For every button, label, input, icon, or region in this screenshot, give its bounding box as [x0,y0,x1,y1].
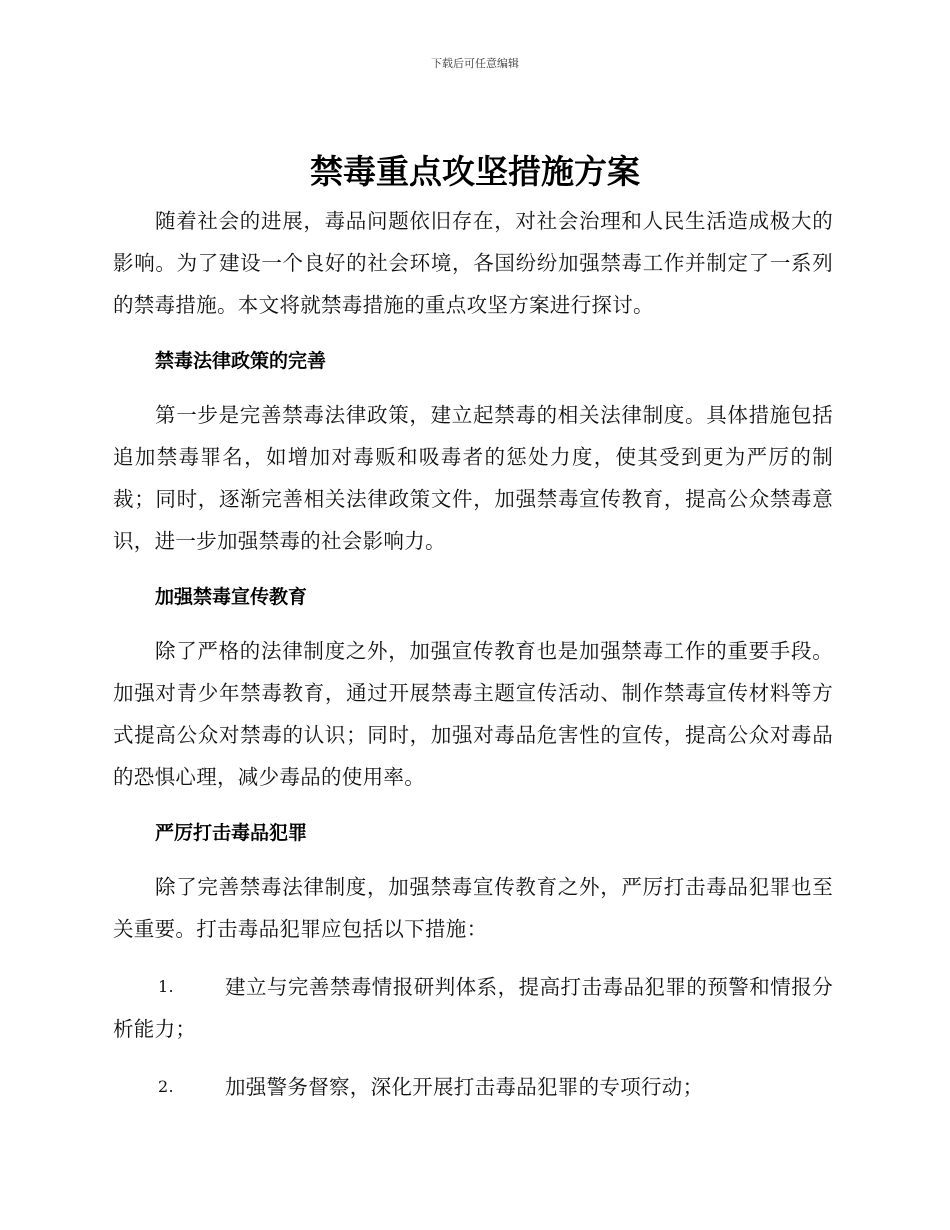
section-paragraph-education: 除了严格的法律制度之外，加强宣传教育也是加强禁毒工作的重要手段。加强对青少年禁毒教育，通过开展禁毒主题宣传活动、制作禁毒宣传材料等方式提高公众对禁毒的认识；同时，加强对毒品危害性的宣传，提高公众对毒品的恐惧心理，减少毒品的使用率。 [113,639,833,789]
list-item [113,966,833,1050]
list-item [113,1066,833,1108]
list-item-text: 建立与完善禁毒情报研判体系，提高打击毒品犯罪的预警和情报分析能力； [113,975,833,1041]
section-heading-law-policy: 禁毒法律政策的完善 [155,350,327,372]
header-note: 下载后可任意编辑 [431,57,519,70]
section-paragraph-crackdown: 除了完善禁毒法律制度，加强禁毒宣传教育之外，严厉打击毒品犯罪也至关重要。打击毒品犯罪应包括以下措施： [113,875,833,941]
section-heading-crackdown: 严厉打击毒品犯罪 [155,822,308,844]
document-title: 禁毒重点攻坚措施方案 [310,152,640,191]
list-number: 2. [158,1077,174,1096]
document-body [113,200,833,1108]
list-number: 1. [158,977,174,996]
section-paragraph-law-policy: 第一步是完善禁毒法律政策，建立起禁毒的相关法律制度。具体措施包括追加禁毒罪名，如增加对毒贩和吸毒者的惩处力度，使其受到更为严厉的制裁；同时，逐渐完善相关法律政策文件，加强禁毒宣传教育，提高公众禁毒意识，进一步加强禁毒的社会影响力。 [113,403,833,553]
list-item-text: 加强警务督察，深化开展打击毒品犯罪的专项行动； [225,1075,704,1099]
intro-paragraph: 随着社会的进展，毒品问题依旧存在，对社会治理和人民生活造成极大的影响。为了建设一个良好的社会环境，各国纷纷加强禁毒工作并制定了一系列的禁毒措施。本文将就禁毒措施的重点攻坚方案进行探讨。 [113,209,833,317]
section-heading-education: 加强禁毒宣传教育 [155,586,308,608]
